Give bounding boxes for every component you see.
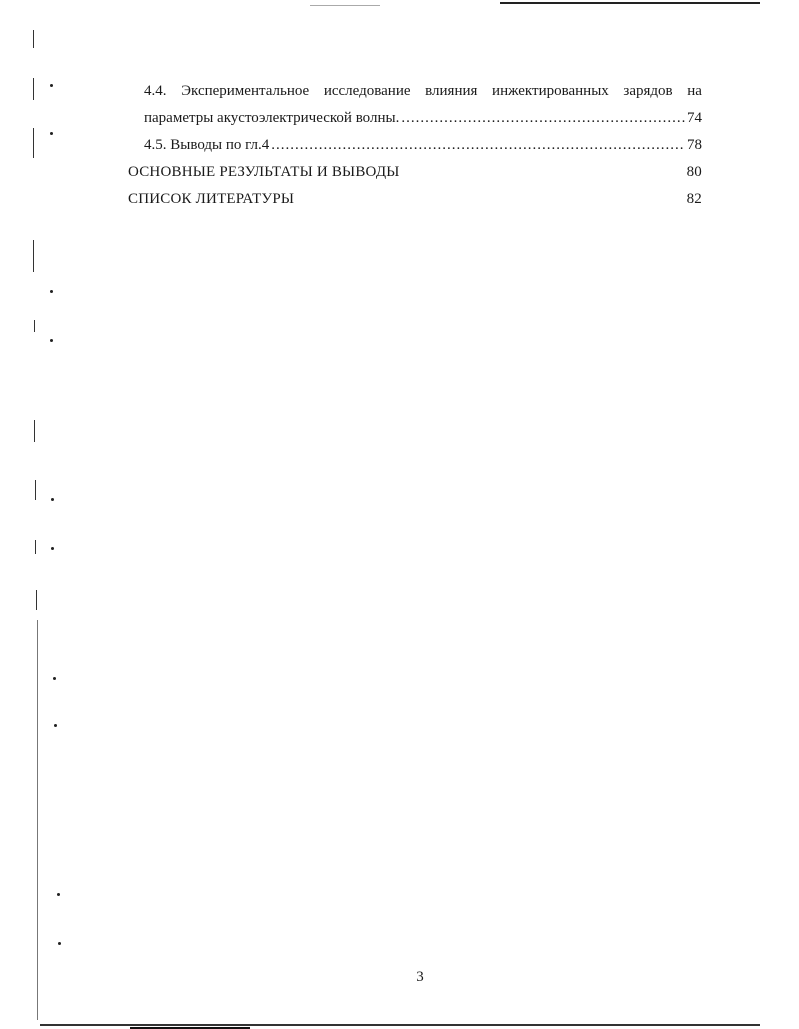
margin-mark [33, 30, 34, 48]
toc-word: инжектированных [492, 83, 609, 99]
margin-dot [54, 724, 57, 727]
margin-dot [51, 498, 54, 501]
toc-entry-title: ОСНОВНЫЕ РЕЗУЛЬТАТЫ И ВЫВОДЫ [128, 164, 400, 180]
page-number: 3 [416, 969, 424, 985]
toc-entry-title: 4.5. Выводы по гл.4 [144, 137, 270, 153]
scan-edge-top-faint [310, 5, 380, 6]
margin-mark [33, 240, 34, 272]
margin-dot [51, 547, 54, 550]
dot-leader [271, 132, 685, 159]
toc-word: исследование [323, 83, 411, 99]
margin-mark [37, 620, 38, 1020]
toc-entry-title: параметры акустоэлектрической волны. [144, 110, 400, 126]
toc-page-number: 78 [687, 137, 702, 153]
margin-mark [35, 480, 36, 500]
margin-mark [34, 320, 35, 332]
dot-leader [401, 105, 685, 132]
toc-word: Экспериментальное [181, 83, 310, 99]
toc-entry-4-4-line2[interactable] [128, 105, 702, 132]
margin-dot [53, 677, 56, 680]
margin-mark [36, 590, 37, 610]
scan-edge-top [500, 2, 760, 4]
margin-mark [33, 128, 34, 158]
toc-page-number: 82 [686, 191, 702, 207]
margin-dot [50, 84, 53, 87]
toc-entry-4-4-line1[interactable] [128, 78, 702, 105]
margin-dot [50, 290, 53, 293]
toc-word: 4.4. [144, 83, 167, 99]
toc-page-number: 74 [687, 110, 702, 126]
margin-dot [58, 942, 61, 945]
margin-dot [57, 893, 60, 896]
toc-word: зарядов [623, 83, 673, 99]
toc-entry-results[interactable] [128, 159, 702, 186]
toc-entry-4-5[interactable] [128, 132, 702, 159]
toc-page-number: 80 [686, 164, 702, 180]
toc-entry-title: СПИСОК ЛИТЕРАТУРЫ [128, 191, 295, 207]
margin-mark [35, 540, 36, 554]
scan-edge-bottom [40, 1024, 760, 1026]
table-of-contents [128, 78, 702, 213]
toc-word: влияния [425, 83, 478, 99]
margin-dot [50, 132, 53, 135]
margin-mark [34, 420, 35, 442]
margin-mark [33, 78, 34, 100]
toc-entry-references[interactable] [128, 186, 702, 213]
margin-dot [50, 339, 53, 342]
toc-word: на [687, 83, 702, 99]
